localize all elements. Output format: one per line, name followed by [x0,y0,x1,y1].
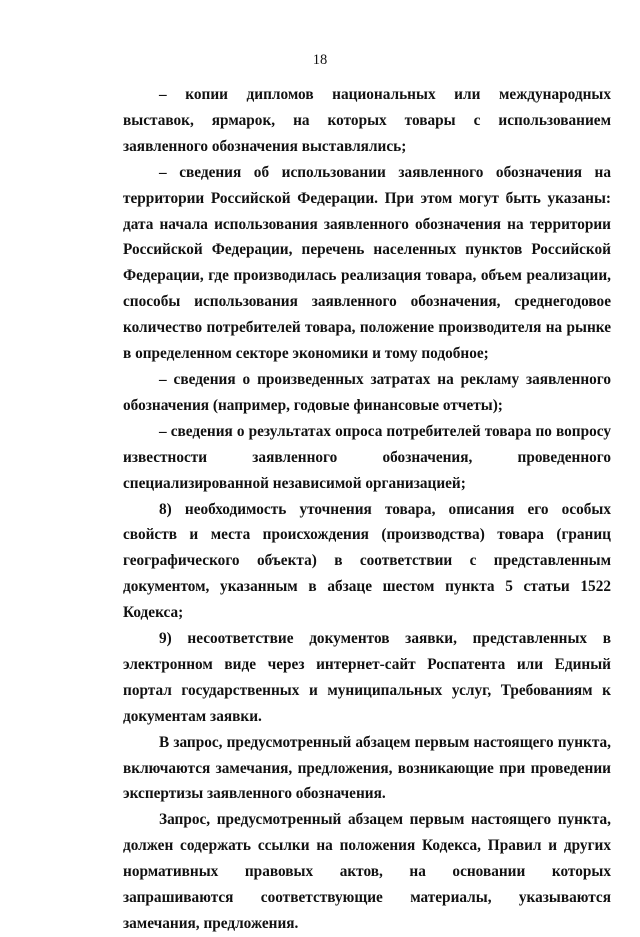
paragraph-item-8: 8) необходимость уточнения товара, описания его особых свойств и места происхождения (производства) товара (границ географического объекта) в соответствии с представленным документом, указанным в абзаце шестом пункта 5 статьи 1522 Кодекса; [123,500,611,622]
paragraph-advertising-costs: – сведения о произведенных затратах на рекламу заявленного обозначения (например, годовые финансовые отчеты); [123,370,611,414]
paragraph-request-references: Запрос, предусмотренный абзацем первым настоящего пункта, должен содержать ссылки на положения Кодекса, Правил и других нормативных правовых актов, на основании которых запрашиваются соответствующие материалы, указываются замечания, предложения. [123,811,611,932]
paragraph-usage-information: – сведения об использовании заявленного обозначения на территории Российской Федерации. При этом могут быть указаны: дата начала использования заявленного обозначения на территории Российской Федерации, перечень населенных пунктов Российской Федерации, где производилась реализация товара, объем реализации, способы использования заявленного обозначения, среднегодовое количество потребителей товара, положение производителя на рынке в определенном секторе экономики и тому подобное; [123,163,611,363]
paragraph-consumer-survey: – сведения о результатах опроса потребителей товара по вопросу известности заявленного обозначения, проведенного специализированной независимой организацией; [123,422,611,492]
paragraph-request-remarks: В запрос, предусмотренный абзацем первым настоящего пункта, включаются замечания, предложения, возникающие при проведении экспертизы заявленного обозначения. [123,733,611,803]
paragraph-item-9: 9) несоответствие документов заявки, представленных в электронном виде через интернет-сайт Роспатента или Единый портал государственных и муниципальных услуг, Требованиям к документам заявки. [123,630,611,725]
paragraph-exhibition-diplomas: – копии дипломов национальных или международных выставок, ярмарок, на которых товары с использованием заявленного обозначения выставлялись; [123,86,611,155]
page-number: 18 [312,52,328,68]
document-body [123,82,611,937]
